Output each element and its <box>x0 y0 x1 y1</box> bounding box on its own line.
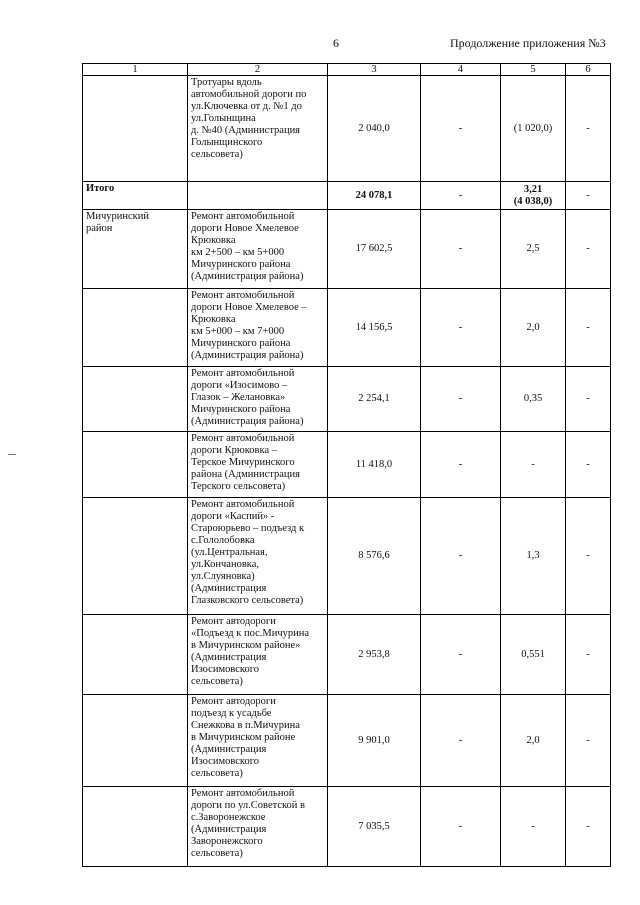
table-row <box>83 432 611 498</box>
column-5-cell: 0,35 <box>501 367 566 432</box>
column-4-cell: - <box>421 76 501 182</box>
column-5-cell: 1,3 <box>501 498 566 615</box>
table-row <box>83 615 611 695</box>
district-cell <box>83 367 188 432</box>
work-description-cell: Ремонт автодороги «Подъезд к пос.Мичурина в Мичуринском районе» (Администрация Изосимовского сельсовета) <box>188 615 328 695</box>
district-cell <box>83 615 188 695</box>
column-number: 5 <box>501 64 566 76</box>
column-4-cell: - <box>421 289 501 367</box>
work-description-cell: Ремонт автомобильной дороги Новое Хмелевое – Крюковка км 5+000 – км 7+000 Мичуринского района (Администрация района) <box>188 289 328 367</box>
amount-cell: 7 035,5 <box>328 787 421 867</box>
column-5-cell: (1 020,0) <box>501 76 566 182</box>
table-row <box>83 289 611 367</box>
column-5-cell: - <box>501 787 566 867</box>
work-description-cell: Тротуары вдоль автомобильной дороги по ул.Ключевка от д. №1 до ул.Голынщина д. №40 (Администрация Голынщинского сельсовета) <box>188 76 328 182</box>
continuation-header: Продолжение приложения №3 <box>450 36 606 50</box>
table-row <box>83 787 611 867</box>
column-number-row <box>83 64 611 76</box>
column-6-cell: - <box>566 432 611 498</box>
column-6-cell: - <box>566 615 611 695</box>
work-description-cell: Ремонт автомобильной дороги «Каспий» - Староюрьево – подъезд к с.Гололобовка (ул.Центральная, ул.Кончановка, ул.Слуяновка) (Администрация Глазковского сельсовета) <box>188 498 328 615</box>
table-row <box>83 695 611 787</box>
amount-cell: 17 602,5 <box>328 210 421 289</box>
column-6-cell: - <box>566 182 611 210</box>
work-description-cell: Ремонт автомобильной дороги «Изосимово – Глазок – Желановка» Мичуринского района (Администрация района) <box>188 367 328 432</box>
column-4-cell: - <box>421 615 501 695</box>
work-description-cell <box>188 182 328 210</box>
column-number: 3 <box>328 64 421 76</box>
column-6-cell: - <box>566 210 611 289</box>
district-cell <box>83 787 188 867</box>
column-5-cell: 2,0 <box>501 289 566 367</box>
work-description-cell: Ремонт автодороги подъезд к усадьбе Снежкова в п.Мичурина в Мичуринском районе (Администрация Изосимовского сельсовета) <box>188 695 328 787</box>
column-6-cell: - <box>566 498 611 615</box>
amount-cell: 8 576,6 <box>328 498 421 615</box>
column-5-cell: 2,5 <box>501 210 566 289</box>
column-6-cell: - <box>566 787 611 867</box>
column-5-cell: 2,0 <box>501 695 566 787</box>
page-number: 6 <box>333 36 339 50</box>
total-row <box>83 182 611 210</box>
column-4-cell: - <box>421 432 501 498</box>
district-cell <box>83 695 188 787</box>
district-cell <box>83 76 188 182</box>
column-4-cell: - <box>421 498 501 615</box>
amount-cell: 2 953,8 <box>328 615 421 695</box>
amount-cell: 2 040,0 <box>328 76 421 182</box>
total-amount: 24 078,1 <box>328 182 421 210</box>
column-4-cell: - <box>421 182 501 210</box>
appendix-table <box>82 63 611 867</box>
column-number: 6 <box>566 64 611 76</box>
amount-cell: 14 156,5 <box>328 289 421 367</box>
amount-cell: 11 418,0 <box>328 432 421 498</box>
column-4-cell: - <box>421 695 501 787</box>
margin-mark <box>8 454 16 455</box>
column-5-cell: - <box>501 432 566 498</box>
work-description-cell: Ремонт автомобильной дороги по ул.Советской в с.Заворонежское (Администрация Заворонежского сельсовета) <box>188 787 328 867</box>
district-cell <box>83 498 188 615</box>
column-4-cell: - <box>421 787 501 867</box>
work-description-cell: Ремонт автомобильной дороги Новое Хмелевое Крюковка км 2+500 – км 5+000 Мичуринского района (Администрация района) <box>188 210 328 289</box>
total-column-5: 3,21 (4 038,0) <box>501 182 566 210</box>
column-6-cell: - <box>566 76 611 182</box>
district-cell <box>83 289 188 367</box>
column-6-cell: - <box>566 367 611 432</box>
table-row <box>83 210 611 289</box>
table-row <box>83 367 611 432</box>
column-4-cell: - <box>421 367 501 432</box>
column-6-cell: - <box>566 695 611 787</box>
column-5-cell: 0,551 <box>501 615 566 695</box>
column-number: 1 <box>83 64 188 76</box>
column-4-cell: - <box>421 210 501 289</box>
amount-cell: 9 901,0 <box>328 695 421 787</box>
work-description-cell: Ремонт автомобильной дороги Крюковка – Терское Мичуринского района (Администрация Терского сельсовета) <box>188 432 328 498</box>
column-6-cell: - <box>566 289 611 367</box>
district-cell <box>83 432 188 498</box>
amount-cell: 2 254,1 <box>328 367 421 432</box>
total-label: Итого <box>83 182 188 210</box>
column-number: 2 <box>188 64 328 76</box>
table-row <box>83 498 611 615</box>
table-row <box>83 76 611 182</box>
district-cell: Мичуринский район <box>83 210 188 289</box>
column-number: 4 <box>421 64 501 76</box>
